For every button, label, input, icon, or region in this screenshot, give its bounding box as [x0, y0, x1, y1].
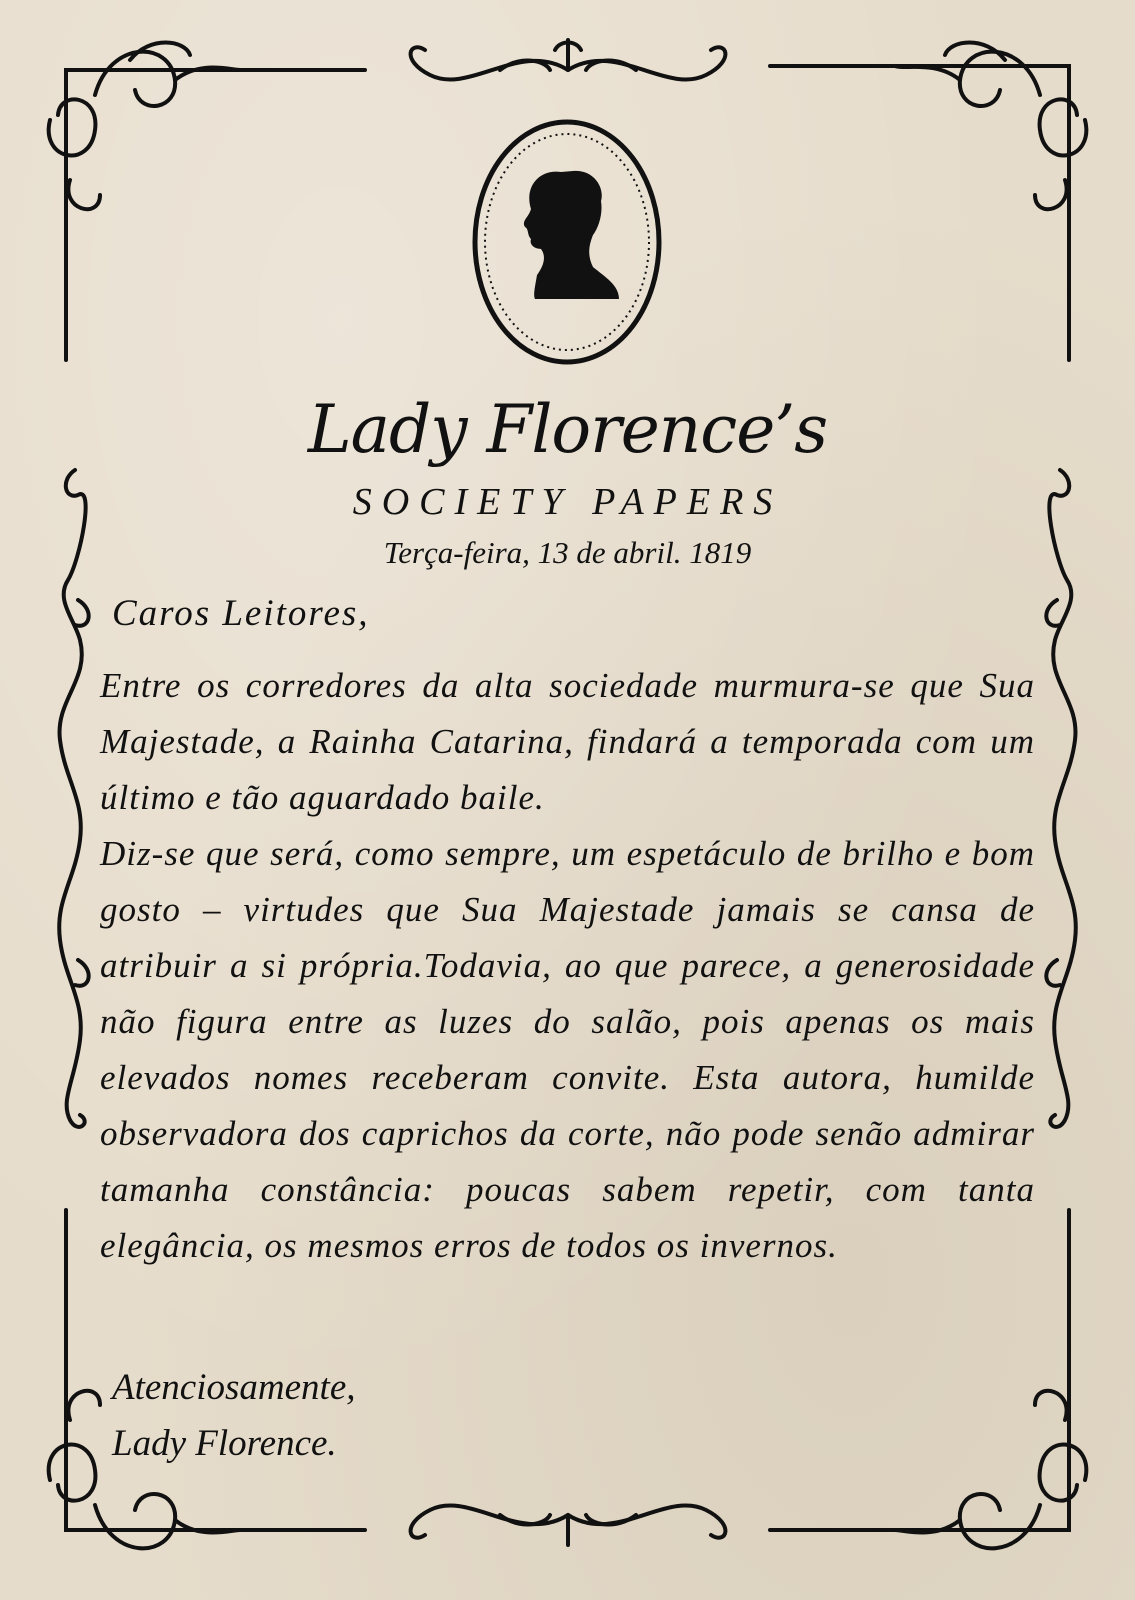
- letter-body: [100, 658, 1035, 1274]
- publication-subtitle: SOCIETY PAPERS: [352, 481, 783, 523]
- closing-block: [112, 1360, 356, 1472]
- greeting: Caros Leitores,: [112, 593, 370, 634]
- issue-date: Terça-feira, 13 de abril. 1819: [383, 535, 752, 570]
- closing-phrase: Atenciosamente,: [112, 1367, 356, 1408]
- paragraph: Diz-se que será, como sempre, um espetáculo de brilho e bom gosto – virtudes que Sua Majestade jamais se cansa de atribuir a si própria.Todavia, ao que parece, a generosidade não figura entre as luzes do salão, pois apenas os mais elevados nomes receberam convite. Esta autora, humilde observadora dos caprichos da corte, não pode senão admirar tamanha constância: poucas sabem repetir, com tanta elegância, os mesmos erros de todos os invernos.: [100, 834, 1035, 1265]
- paragraph: Entre os corredores da alta sociedade murmura-se que Sua Majestade, a Rainha Catarina, findará a temporada com um último e tão aguardado baile.: [100, 666, 1035, 817]
- woman-silhouette-cameo-icon: [469, 117, 665, 367]
- signature: Lady Florence.: [112, 1423, 337, 1464]
- publication-title: Lady Florence’s: [307, 391, 828, 468]
